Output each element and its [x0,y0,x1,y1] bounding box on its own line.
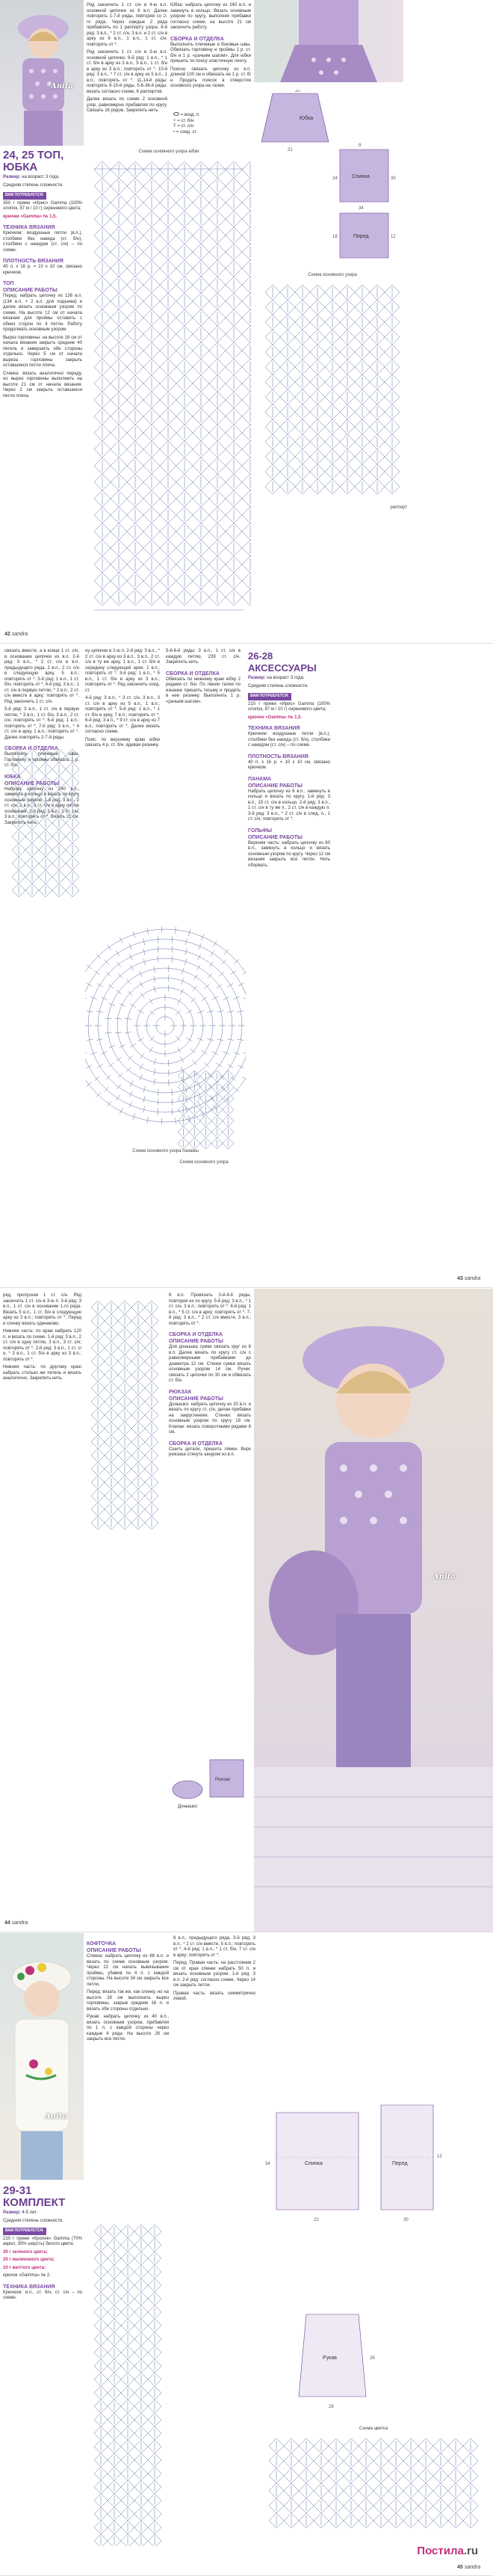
pattern-small-diagram [4,742,79,906]
chart-stitch [242,441,251,457]
chart-stitch [94,1076,99,1081]
page-42 [0,0,493,644]
chart-stitch [242,573,251,589]
schema-cardigan-svg [261,1963,486,2412]
chart-stitch [242,326,251,342]
chart-stitch [168,1060,169,1067]
page-43 [0,644,493,1288]
chart-stitch [242,293,251,309]
chart-stitch [154,1069,155,1076]
page4-col2: КОФТОЧКА ОПИСАНИЕ РАБОТЫ Спинка: набрать цепочку из 68 в.п. и вязать по схеме основным узором. Через 22 см начать вывязывание проймы, убавив по 4 п. с каждой стороны. На высоте 34 см закрыть все петли. Перед: вязать так же, как спинку, но на высоте 28 см выполнить вырез горловины, закрыв средние 16 п. и вязать обе стороны отдельно. Рукав: набрать цепочку из 40 в.п., вязать основным узором, прибавляя по 1 п. с каждой стороны через каждые 4 ряда. На высоте 26 см закрыть все петли. [87,1936,169,2045]
chart-stitch [149,1047,153,1053]
chart-stitch [242,425,251,441]
photo-girl-white-set [0,1933,84,2180]
schema-dim-2: 24 [332,176,338,181]
chart-stitch [176,1036,180,1041]
diagram-page3-pattern [84,1293,166,1540]
girl-skirt-illustration [254,0,403,82]
schema-svg [258,90,400,262]
chart-stitch [97,984,103,987]
legend-item-sc: + = ст. б/н [173,119,248,125]
schema-label-sleeve: Рукав [323,2355,337,2361]
chart-stitch [242,161,251,178]
chart-stitch [242,392,251,408]
chart-stitch [242,277,251,293]
chart-stitch [242,540,251,556]
chart-stitch [154,976,155,983]
page-44 [0,1289,493,1932]
chart-stitch [87,1011,93,1012]
photo-brand: Anita [51,82,73,90]
chart-stitch [96,1011,103,1012]
chart-stitch [202,1050,207,1054]
chart-stitch [237,1011,244,1012]
chart-stitch [154,966,155,973]
legend [173,112,248,135]
diagram-main-pattern: Схема основного узора раппорт [258,273,407,512]
page2-col2: ну цепочки в 1-ю п. 2-й ряд: 3 в.п., * 2 ст. с/н в арку из 3 в.п., 3 в.п., 2 ст. с/н в ту же арку, 1 в.п., 1 ст. б/н в середину следующей арки, 1 в.п.; повторять от *. 3-й ряд: 1 в.п., * 5 в.п., 1 ст. б/н в арку из 3 в.п.; повторять от *. Ряд закончить соед. ст. 4-й ряд: 3 в.п., * 3 ст. с/н, 3 в.п., 3 ст. с/н в арку из 5 в.п., 1 в.п.; повторять от *. 5-й ряд: 1 в.п., * 1 ст. б/н в арку, 7 в.п.; повторять от *. 6-й ряд: 3 в.п., * 9 ст. с/н в арку из 7 в.п.; повторять от *. Далее вязать согласно схеме. Пояс: по верхнему краю юбки связать 4 р. ст. б/н, вдевая резинку. [85,649,160,751]
schema-dim-p4-3: 30 [403,2218,409,2222]
chart-stitch [227,1039,234,1041]
chart-stitch [242,457,251,474]
schema-bag [169,1752,251,1812]
chart-stitch [87,1039,93,1041]
photo-brand-page3: Anita [433,1573,456,1581]
chart-stitch [242,244,251,260]
schema-dim-p4-5: 12 [437,2154,442,2159]
page-45 [0,1933,493,2576]
chart-page4 [87,2217,169,2546]
chart-stitch [97,1064,103,1068]
chart-stitch [169,1079,170,1086]
chart-stitch [168,985,169,991]
chart-stitch [185,949,187,955]
chart-stitch [105,1018,112,1019]
chart-stitch [209,962,213,967]
chart-stitch [108,1063,114,1067]
chart-stitch [140,993,144,998]
chart-stitch [242,211,251,227]
legend-item-chain: = возд. п. [173,112,248,119]
diagram-skirt-title: Схема основного узора юбки [87,150,251,154]
chart-stitch [194,975,198,981]
page1-col1: 24, 25 ТОП, ЮБКА Размер: на возраст 3 года. Средняя степень сложности. ВАМ ПОТРЕБУЕТСЯ: 350 г пряжи «Ирис» Gamma (100% хлопок, 87 м / 10 г) сиреневого цвета; крючки «Gamma» № 1,5. ТЕХНИКА ВЯЗАНИЯ Крючком: воздушные петли (в.п.), столбики без накида (ст. б/н), столбики с накидом (ст. с/н) – по схеме. ПЛОТНОСТЬ ВЯЗАНИЯ 40 п. х 16 р. = 10 х 10 см, связано крючком. ТОП ОПИСАНИЕ РАБОТЫ Перед: набрать цепочку из 136 в.п. (134 в.п. + 2 в.п. для подъема) и далее вязать основным узором по схеме. На высоте 12 см от начала вязания для проймы оставить с обеих сторон по 4 петли. Работу продолжать основным узором. Вырез горловины: на высоте 18 см от начала вязания закрыть средние 40 петель и завершить обе стороны отдельно. Через 5 см от начала выреза горловины закрыть оставшиеся петли плеча. Спинка: вязать аналогично переду, но вырез горловины выполнить на высоте 21 см от начала вязания. Через 2 см закрыть оставшиеся петли плеча. [3,148,82,401]
girl-illustration [0,0,84,146]
schema-label-back-p4: Спинка [305,2161,323,2166]
schema-dim-6: 18 [332,235,338,239]
chart-stitch [105,1032,112,1033]
chart-stitch [242,507,251,523]
small-chart [4,742,79,906]
chart-stitch [96,1039,103,1041]
chart-stitch [116,951,120,957]
chart-stitch [108,945,111,950]
chart-stitch [242,474,251,490]
chart-stitch [143,949,145,955]
chart-flower [261,2431,486,2528]
schema-dim-p4-1: 34 [265,2162,270,2166]
photo-brand-page4: Anita [45,2113,67,2121]
schema-bag-svg [169,1752,251,1812]
chart-stitch [108,985,114,988]
chart-stitch [242,227,251,244]
photo-girl-skirt [254,0,403,82]
chart-stitch [211,951,214,957]
page2-col1: связать вместе, а в конце 1 ст. с/н; в основании цепочки из в.п. 2-й ряд: 3 в.п., * 2 ст. с/н в в.п. предыдущего ряда, 2 в.п., 2 ст. с/н в следующую арку, 5 в.п.; повторять от *. 3-й ряд: 1 в.п., 1 ст. б/н; повторять от *. 4-й ряд: 3 в.п.; 1 ст. с/н в первую петлю, * 2 в.п., 2 ст. с/н вместе в арку; повторять от *. Ряд закончить 1 ст. с/н. 5-й ряд: 3 в.п., 1 ст. с/н в первую петлю, * 3 в.п., 1 ст. б/н, 3 в.п., 2 ст. с/н; повторять от *. 6-й ряд: 1 в.п.; повторять от *. 7-й ряд: 3 в.п., * 4 ст. с/н в арку, 1 в.п.; повторять от *. Далее повторять 2-7-й ряды. СБОРКА И ОТДЕЛКА Выполнить плечевые швы. Горловину и проймы обвязать 1 р. ст. б/н. ЮБКА ОПИСАНИЕ РАБОТЫ Набрать цепочку из 240 в.п., замкнуть в кольцо и вязать по кругу основным узором. 1-й ряд: 3 в.п., 2 ст. с/н, 1 в.п., 3 ст. с/н в одну петлю основания. 2-й ряд: 3 в.п., 2 ст. с/н, 3 в.п.; повторять от *. Вязать 21 см. Закрепить нить. [4,649,79,828]
chart-stitch [138,1038,144,1042]
chart-stitch [242,490,251,507]
chart-stitch [187,1010,193,1014]
chart-page3 [84,1293,166,1540]
page1-title: 24, 25 ТОП, ЮБКА [3,150,82,173]
chart-stitch [172,956,173,963]
chart-stitch [154,1059,155,1065]
small-chart-2 [170,1063,238,1156]
accessories-title: 26-28 АКСЕССУАРЫ [248,650,330,674]
schema-dim-p4-4: 26 [370,2356,375,2361]
chart-stitch [130,1081,134,1087]
chart-stitch [96,1092,101,1097]
chart-stitch [140,1053,144,1059]
chart-stitch [147,1117,149,1124]
schema-pieces [258,90,400,262]
chart-stitch [117,962,121,967]
crochet-chart-main [258,277,407,502]
schema-cardigan [261,1963,486,2412]
chart-stitch [96,954,101,958]
diagram-panama: Схема основного узора панамы [85,913,246,1160]
chart-stitch [147,928,149,934]
chart-stitch [130,1004,136,1008]
chart-stitch [185,939,187,946]
diagram-flower: Схема цветка [261,2426,486,2539]
chart-stitch [227,1011,234,1012]
chart-stitch [116,1057,121,1061]
chart-stitch [202,997,207,1001]
photo-girl-lilac-top [0,0,84,146]
chart-stitch [217,1011,224,1012]
chart-stitch [244,1053,246,1055]
schema-label-front: Перед [353,234,369,239]
chart-stitch [125,1018,131,1020]
chart-stitch [143,1096,145,1103]
chart-stitch [176,1010,180,1014]
chart-stitch [242,971,246,975]
chart-stitch [117,1084,121,1089]
page1-col3: Юбка: набрать цепочку из 240 в.п. и замкнуть в кольцо. Вязать основным узором по кругу, выполняя прибавки согласно схеме, на высоте 21 см закончить работу. СБОРКА И ОТДЕЛКА Выполнить плечевые и боковые швы. Обвязать горловину и проймы 1 р. ст. б/н и 1 р. «рачьим шагом». Для юбки пришить по поясу эластичную ленту. Поясок: связать цепочку из в.п. длиной 100 см и обвязать ее 1 р. ст. б/н. Продеть поясок в отверстия основного узора на талии. [170,3,251,92]
schema-label-bottom: Донышко [178,1805,198,1809]
chart-stitch [85,996,87,999]
chart-stitch [138,1010,144,1014]
page-number-45: 45 sandra [457,2565,480,2570]
chart-stitch [116,1095,120,1101]
schema-dim-p4-2: 22 [314,2218,319,2222]
chart-stitch [231,970,236,975]
chart-stitch [169,965,170,972]
chart-stitch [154,1079,155,1085]
schema-dim-7: 9 [359,144,362,148]
girl-white-set-illustration [0,1933,84,2180]
schema-label-backpack: Рюкзак [215,1778,230,1782]
schema-dim-p4-6: 28 [329,2405,334,2409]
legend-item-sl: • = соед. ст. [173,130,248,136]
chart-stitch [214,940,217,946]
schema-dim-1: 21 [288,148,293,152]
chart-stitch [130,1044,136,1047]
chart-stitch [85,1053,87,1055]
chart-stitch [242,260,251,277]
schema-label-skirt: Юбка [300,115,313,121]
chart-stitch [168,975,169,982]
schema-dim-5: 12 [391,235,396,239]
chart-stitch [242,375,251,392]
chart-stitch [108,1101,111,1106]
chart-stitch [242,359,251,375]
chart-stitch [242,556,251,573]
chart-stitch [87,965,92,970]
schema-label-front-p4: Перед [392,2161,408,2166]
chart-stitch [143,939,145,946]
chart-stitch [242,309,251,326]
watermark: Постила.ru [417,2545,478,2557]
page1-col2: Ряд закончить 1 ст. с/н в 4-ю в.п. основной цепочки из 6 в.п. Далее повторять 1-7-й ряды, повторяя со 2-го ряда. Через каждые 2 ряда прибавлять по 1 раппорту узора. 8-й ряд: 3 в.п., * 2 ст. с/н, 3 в.п. и 2 ст. с/н в арку из 6 в.п., 1 в.п., 1 ст. с/н; повторять от *. Ряд закончить 1 ст. с/н в 3-ю в.п. основной цепочки. 9-й ряд: 1 в.п., * 1 ст. б/н в арку из 3 в.п., 5 в.п., 1 ст. б/н в арку из 3 в.п.; повторять от *. 10-й ряд: 3 в.п., * 7 ст. с/н в арку из 5 в.п., 1 в.п.; повторять от *. 11-14-й ряды: повторять 9-10-й ряды. 5-6-38-й ряды: вязать согласно схеме, 6 раппортов. Далее вязать по схеме 2 основной узор, равномерно прибавляя по кругу. Связать 16 рядов. Закрепить нить. [87,3,167,117]
schema-dim-4: 30 [391,176,396,181]
chart-stitch [94,970,99,975]
page4-col1: 29-31 КОМПЛЕКТ Размер: 4-5 лет. Средняя степень сложности. ВАМ ПОТРЕБУЕТСЯ: 210 г пряжи «Кролик» Gamma (70% акрил, 30% шерсть) белого цвета; 30 г зеленого цвета; 20 г малинового цвета; 10 г желтого цвета; крючок «Gamma» № 2. ТЕХНИКА ВЯЗАНИЯ Крючком: в.п., ст. б/н, ст. с/н – по схеме. [3,2184,82,2304]
girl-accessories-illustration [254,1289,493,1932]
chart-stitch [242,408,251,425]
chart-stitch [242,178,251,194]
diagram-small-pattern: Схема основного узора [170,1063,238,1168]
chart-stitch [237,1039,244,1041]
photo-girl-panama-bag [254,1289,493,1932]
chart-stitch [149,1010,154,1014]
chart-stitch [187,1038,193,1042]
chart-stitch [172,936,173,943]
page4-col3: 8 в.п., предыдущего ряда. 3-й ряд: 3 в.п., * 2 ст. с/н вместе, 5 в.п.; повторять от *. 4-й ряд: 1 в.п., * 1 ст. б/н, 7 ст. с/н в арку; повторять от *. Перед. Правая часть: на расстоянии 2 см от края спинки набрать 50 п. и вязать основным узором. 1-й ряд: 3 в.п. 2-й ряд: согласно схеме. Через 14 см закрыть петли. Правая часть: вязать симметрично левой. [173,1936,255,2005]
chart-stitch [188,929,190,936]
page-number-43: 43 sandra [457,1276,480,1281]
page2-col4: 26-28 АКСЕССУАРЫ Размер: на возраст 3 года. Средняя степень сложности. ВАМ ПОТРЕБУЕТСЯ: 210 г пряжи «Ирис» Gamma (100% хлопок, 87 м / 10 г) сиреневого цвета; крючок «Gamma» № 1,5. ТЕХНИКА ВЯЗАНИЯ Крючком: воздушные петли (в.п.), столбики без накида (ст. б/н), столбики с накидом (ст. с/н) – по схеме. ПЛОТНОСТЬ ВЯЗАНИЯ 40 п. х 16 р. = 10 х 10 см, связано крючком. ПАНАМА ОПИСАНИЕ РАБОТЫ Набрать цепочку из 6 в.п., замкнуть в кольцо и вязать по кругу. 1-й ряд: 3 в.п., 15 ст. с/н в кольцо. 2-й ряд: 3 в.п., 1 ст. с/н в ту же п., 2 ст. с/н в каждую п. 3-й ряд: 3 в.п., * 2 ст. с/н в след. п., 1 ст. с/н; повторять от *. ГОЛЬФЫ ОПИСАНИЕ РАБОТЫ Верхняя часть: набрать цепочку из 60 в.п., замкнуть в кольцо и вязать основным узором по кругу. Через 12 см вязания закрыть все петли. Нить оборвать. [248,649,330,871]
schema-skirt [261,93,329,142]
chart-stitch [242,342,251,359]
page3-col1: ряд, пропуская 1 ст. с/н. Ряд закончить 1 ст. с/н в 3-ю п. 3-й ряд: 3 в.п., 1 ст. с/н в основании 1-го ряда. Вязать 5 в.п., 1 ст. б/н в следующую арку из 3 в.п.; повторять от *. Перед и спинку вязать одинаково. Нижняя часть: по краю набрать 120 п. и вязать по схеме. 1-й ряд: 3 в.п., 2 ст. с/н в одну петлю, 3 в.п., 3 ст. с/н; повторять от *. 2-й ряд: 3 в.п., 1 ст. с/н, * 3 в.п., 1 ст. б/н в арку из 3 в.п.; повторять от *. Нижняя часть: по другому краю набрать столько же петель и вязать аналогично. Закрепить нить. [3,1293,81,1384]
chart-stitch [242,523,251,540]
chart-stitch [116,990,121,993]
page-number-44: 44 sandra [4,1920,28,1926]
chart-stitch [154,986,155,993]
chart-stitch [87,1082,92,1087]
chart-stitch [227,984,233,987]
chart-stitch [168,1070,169,1076]
chart-stitch [172,946,173,952]
chart-stitch [149,1036,154,1041]
schema-dim-8: 20 [295,90,300,93]
chart-stitch [242,1076,246,1080]
chart-stitch [242,589,251,606]
legend-item-dc: Ŧ = ст. с/н [173,124,248,130]
page3-col2: 8 в.п. Провязать 3-й-4-й ряды, повторяя их по кругу. 5-й ряд: 3 в.п., * 1 ст. с/н, 3 в.п.; повторять от *. 6-й ряд: 1 в.п., * 5 ст. с/н в арку; повторять от *. 7-й ряд: 3 в.п., * 2 ст. с/н вместе, 3 в.п.; повторять от *. СБОРКА И ОТДЕЛКА ОПИСАНИЕ РАБОТЫ Для донышка сумки связать круг из 6 в.п. Далее вязать по кругу ст. с/н с равномерными прибавками до диаметра 12 см. Стенки сумки вязать основным узором 14 см. Ручки: связать 2 цепочки по 30 см и обвязать ст. б/н. РЮКЗАК ОПИСАНИЕ РАБОТЫ Донышко: набрать цепочку из 20 в.п. и вязать по кругу ст. с/н, делая прибавки на закруглениях. Стенки: вязать основным узором по кругу 18 см. Клапан: вязать поворотными рядами 8 см. СБОРКА И ОТДЕЛКА Сшить детали, пришить лямки. Верх рюкзака стянуть шнуром из в.п. [169,1293,251,1461]
chart-stitch [244,996,246,999]
page-number-42: 42 sandra [4,632,28,637]
chart-stitch [140,982,143,987]
chart-stitch [178,1047,182,1053]
diagram-page4-pattern [87,2217,169,2546]
chart-stitch [140,1064,143,1070]
page4-title: 29-31 КОМПЛЕКТ [3,2185,82,2209]
page2-col3: 5-й-6-й ряды: 3 в.п., 1 ст. с/н в каждую петлю, 239 ст. с/н. Закрепить нить. СБОРКА И ОТДЕЛКА Обвязать по нижнему краю юбку 2 рядами ст. б/н. По линии талии по изнанке пришить тесьму и продеть в нее резинку. Выполнить 1 р. «рачьим шагом». [166,649,241,707]
chart-stitch [178,999,182,1005]
materials-strip: ВАМ ПОТРЕБУЕТСЯ: [3,192,46,200]
crochet-chart-skirt [87,154,251,625]
chart-stitch [197,965,201,971]
chart-stitch [125,1032,131,1033]
chart-stitch [242,194,251,211]
chart-stitch [117,978,213,1073]
schema-dim-3: 34 [359,206,364,211]
chart-stitch [115,1018,122,1019]
chart-stitch [217,985,222,988]
schema-label-back: Спинка [352,174,370,179]
chart-stitch [143,1106,145,1113]
chart-stitch [115,1032,122,1033]
chart-stitch [193,986,197,991]
diagram-skirt-pattern [87,150,251,628]
chart-stitch [217,1039,224,1041]
chart-stitch [130,965,134,971]
chart-stitch [149,999,153,1005]
